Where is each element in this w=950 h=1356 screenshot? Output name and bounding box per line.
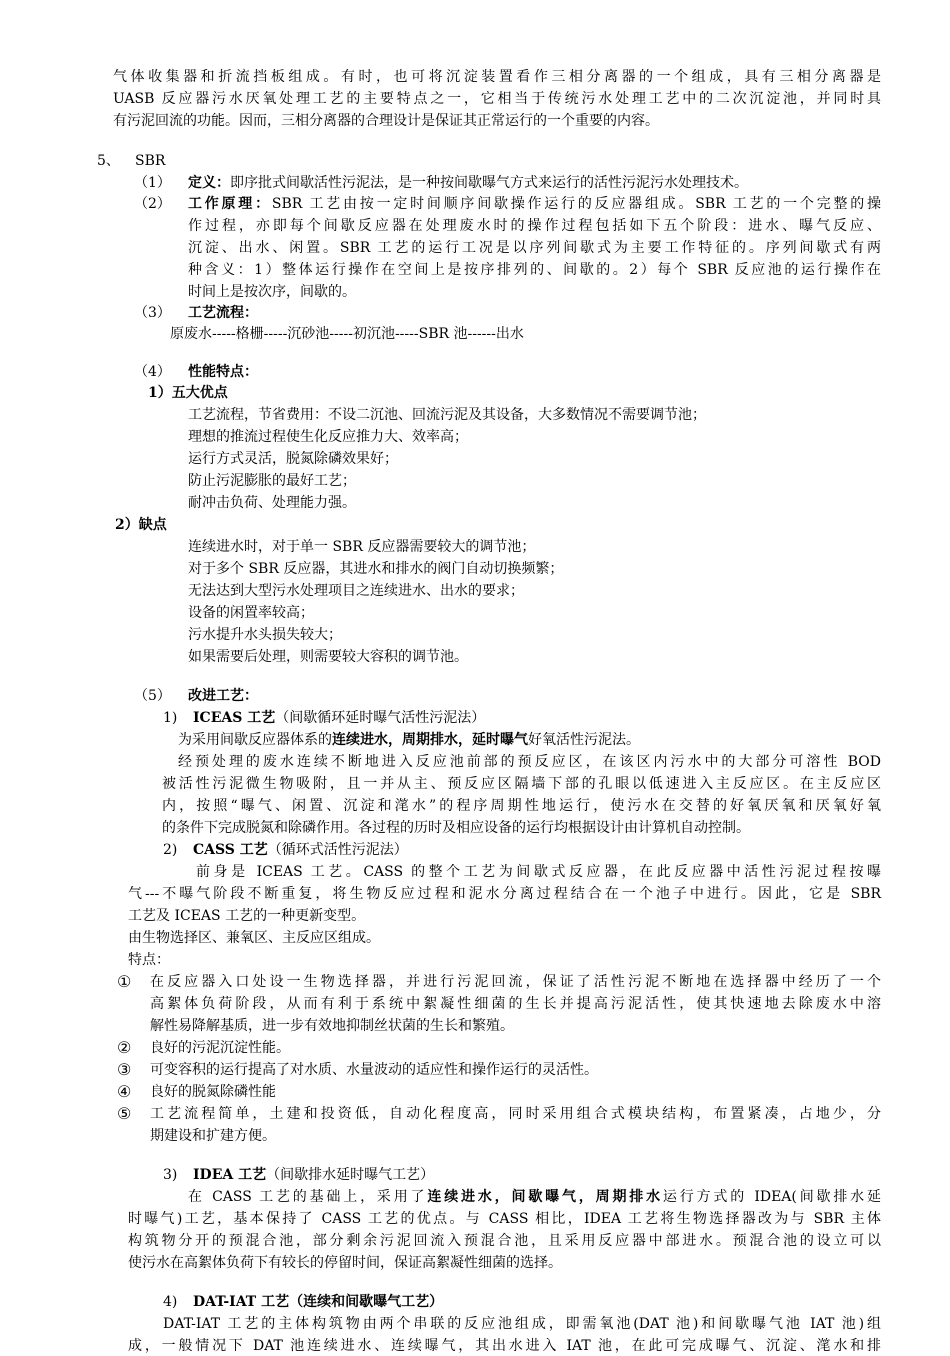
section-number: 5、 bbox=[97, 153, 120, 169]
datiat-para-line-1: DAT-IAT 工艺的主体构筑物由两个串联的反应池组成，即需氧池(DAT 池)和间歇曝气池 IAT 池)组 bbox=[163, 1316, 881, 1332]
advantage-item: 耐冲击负荷、处理能力强。 bbox=[188, 495, 356, 511]
item-2-line-3: 沉淀、出水、闲置。SBR 工艺的运行工况是以序列间歇式为主要工作特征的。序列间歇式有两 bbox=[188, 240, 881, 256]
idea-number: 3) bbox=[163, 1167, 178, 1183]
disadvantage-item: 污水提升水头损失较大； bbox=[188, 627, 342, 643]
iceas-desc-pre: 为采用间歇反应器体系的 bbox=[178, 732, 332, 748]
cass-para-line-3: 工艺及 ICEAS 工艺的一种更新变型。 bbox=[128, 908, 366, 924]
iceas-para-line-1: 经预处理的废水连续不断地进入反应池前部的预反应区，在该区内污水中的大部分可溶性 BOD bbox=[178, 754, 881, 770]
cass-para-line-2: 气---不曝气阶段不断重复，将生物反应过程和泥水分离过程结合在一个池子中进行。因此，它是 SBR bbox=[128, 886, 881, 902]
iceas-number: 1) bbox=[163, 710, 178, 726]
datiat-title: DAT-IAT 工艺（连续和间歇曝气工艺） bbox=[193, 1294, 444, 1310]
feature-text: 良好的污泥沉淀性能。 bbox=[150, 1040, 290, 1056]
disadvantages-title: 2）缺点 bbox=[115, 517, 167, 533]
datiat-number: 4) bbox=[163, 1294, 178, 1310]
item-4-label: 性能特点： bbox=[188, 364, 258, 380]
idea-name: IDEA 工艺 bbox=[193, 1167, 267, 1183]
iceas-desc-post: 好氧活性污泥法。 bbox=[528, 732, 640, 748]
feature-text: 解性易降解基质，进一步有效地抑制丝状菌的生长和繁殖。 bbox=[150, 1018, 514, 1034]
advantage-item: 运行方式灵活，脱氮除磷效果好； bbox=[188, 451, 398, 467]
cass-features-title: 特点： bbox=[128, 952, 170, 968]
item-1-number: （1） bbox=[134, 175, 171, 191]
advantages-title: 1）五大优点 bbox=[148, 385, 228, 401]
feature-text: 可变容积的运行提高了对水质、水量波动的适应性和操作运行的灵活性。 bbox=[150, 1062, 598, 1078]
cass-para-line-1: 前身是 ICEAS 工艺。CASS 的整个工艺为间歇式反应器，在此反应器中活性污泥过程按曝 bbox=[196, 864, 881, 880]
idea-para-line-2: 时曝气)工艺，基本保持了 CASS 工艺的优点。与 CASS 相比，IDEA 工艺将生物选择器改为与 SBR 主体 bbox=[128, 1211, 881, 1227]
item-1-label: 定义： bbox=[188, 175, 230, 191]
item-2-line-1: SBR 工艺由按一定时间顺序间歇操作运行的反应器组成。SBR 工艺的一个完整的操 bbox=[271, 196, 881, 212]
item-2-line-4: 种含义：1）整体运行操作在空间上是按序排列的、间歇的。2）每个 SBR 反应池的运行操作在 bbox=[188, 262, 881, 278]
intro-line-3: 有污泥回流的功能。因而，三相分离器的合理设计是保证其正常运行的一个重要的内容。 bbox=[113, 113, 659, 129]
cass-name: CASS 工艺 bbox=[193, 842, 268, 858]
feature-marker: ⑤ bbox=[117, 1104, 132, 1123]
iceas-subtitle: （间歇循环延时曝气活性污泥法） bbox=[275, 710, 486, 726]
feature-text: 高絮体负荷阶段，从而有利于系统中絮凝性细菌的生长并提高污泥活性，使其快速地去除废水中溶 bbox=[150, 996, 881, 1012]
feature-marker: ③ bbox=[117, 1060, 132, 1079]
idea-para-pre: 在 CASS 工艺的基础上，采用了 bbox=[188, 1189, 428, 1205]
item-5-number: （5） bbox=[134, 688, 171, 704]
cass-subtitle: （循环式活性污泥法） bbox=[267, 842, 408, 858]
idea-para-line-4: 使污水在高絮体负荷下有较长的停留时间，保证高絮凝性细菌的选择。 bbox=[128, 1255, 562, 1271]
item-2-label: 工作原理： bbox=[188, 196, 272, 212]
item-5-label: 改进工艺： bbox=[188, 688, 258, 704]
disadvantage-item: 连续进水时，对于单一 SBR 反应器需要较大的调节池； bbox=[188, 539, 536, 555]
iceas-desc-bold: 连续进水，周期排水，延时曝气 bbox=[332, 732, 528, 748]
iceas-para-line-4: 的条件下完成脱氮和除磷作用。各过程的历时及相应设备的运行均根据设计由计算机自动控制。 bbox=[162, 820, 750, 836]
iceas-para-line-3: 内，按照“曝气、闲置、沉淀和滗水”的程序周期性地运行，使污水在交替的好氧厌氧和厌氧好氧 bbox=[162, 798, 881, 814]
item-2-number: （2） bbox=[134, 196, 171, 212]
disadvantage-item: 如果需要后处理，则需要较大容积的调节池。 bbox=[188, 649, 468, 665]
feature-text: 良好的脱氮除磷性能 bbox=[150, 1084, 276, 1100]
intro-line-2: UASB 反应器污水厌氧处理工艺的主要特点之一，它相当于传统污水处理工艺中的二次沉淀池，并同时具 bbox=[113, 91, 881, 107]
iceas-para-line-2: 被活性污泥微生物吸附，且一并从主、预反应区隔墙下部的孔眼以低速进入主反应区。在主反应区 bbox=[162, 776, 881, 792]
datiat-para-line-2: 成，一般情况下 DAT 池连续进水、连续曝气，其出水进入 IAT 池，在此可完成曝气、沉淀、滗水和排 bbox=[128, 1338, 881, 1354]
intro-line-1: 气体收集器和折流挡板组成。有时，也可将沉淀装置看作三相分离器的一个组成，具有三相分离器是 bbox=[113, 69, 881, 85]
feature-marker: ② bbox=[117, 1038, 132, 1057]
section-title: SBR bbox=[135, 153, 166, 169]
iceas-name: ICEAS 工艺 bbox=[193, 710, 276, 726]
idea-para-line-3: 构筑物分开的预混合池，部分剩余污泥回流入预混合池，且采用反应器中部进水。预混合池的设立可以 bbox=[128, 1233, 881, 1249]
feature-text: 在反应器入口处设一生物选择器，并进行污泥回流，保证了活性污泥不断地在选择器中经历了一个 bbox=[150, 974, 881, 990]
advantage-item: 防止污泥膨胀的最好工艺； bbox=[188, 473, 356, 489]
item-3-label: 工艺流程： bbox=[188, 305, 258, 321]
advantage-item: 工艺流程，节省费用：不设二沉池、回流污泥及其设备，大多数情况不需要调节池； bbox=[188, 407, 706, 423]
item-4-number: （4） bbox=[134, 364, 171, 380]
feature-marker: ④ bbox=[117, 1082, 132, 1101]
disadvantage-item: 设备的闲置率较高； bbox=[188, 605, 314, 621]
item-2-line-5: 时间上是按次序，间歇的。 bbox=[188, 284, 356, 300]
process-flow: 原废水-----格栅-----沉砂池-----初沉池-----SBR 池------出水 bbox=[170, 326, 524, 342]
feature-text: 期建设和扩建方便。 bbox=[150, 1128, 276, 1144]
idea-para-post: 运行方式的 IDEA(间歇排水延 bbox=[662, 1189, 881, 1205]
disadvantage-item: 对于多个 SBR 反应器，其进水和排水的阀门自动切换频繁； bbox=[188, 561, 564, 577]
idea-subtitle: （间歇排水延时曝气工艺） bbox=[266, 1167, 435, 1183]
advantage-item: 理想的推流过程使生化反应推力大、效率高； bbox=[188, 429, 468, 445]
item-3-number: （3） bbox=[134, 305, 171, 321]
feature-marker: ① bbox=[117, 972, 132, 991]
cass-number: 2) bbox=[163, 842, 178, 858]
item-1-text: 即序批式间歇活性污泥法，是一种按间歇曝气方式来运行的活性污泥污水处理技术。 bbox=[230, 175, 748, 191]
item-2-line-2: 作过程，亦即每个间歇反应器在处理废水时的操作过程包括如下五个阶段：进水、曝气反应、 bbox=[188, 218, 881, 234]
disadvantage-item: 无法达到大型污水处理项目之连续进水、出水的要求； bbox=[188, 583, 524, 599]
idea-para-bold: 连续进水，间歇曝气，周期排水 bbox=[427, 1189, 663, 1205]
cass-para-line-4: 由生物选择区、兼氧区、主反应区组成。 bbox=[128, 930, 380, 946]
feature-text: 工艺流程简单，土建和投资低，自动化程度高，同时采用组合式模块结构，布置紧凑，占地少，分 bbox=[150, 1106, 881, 1122]
